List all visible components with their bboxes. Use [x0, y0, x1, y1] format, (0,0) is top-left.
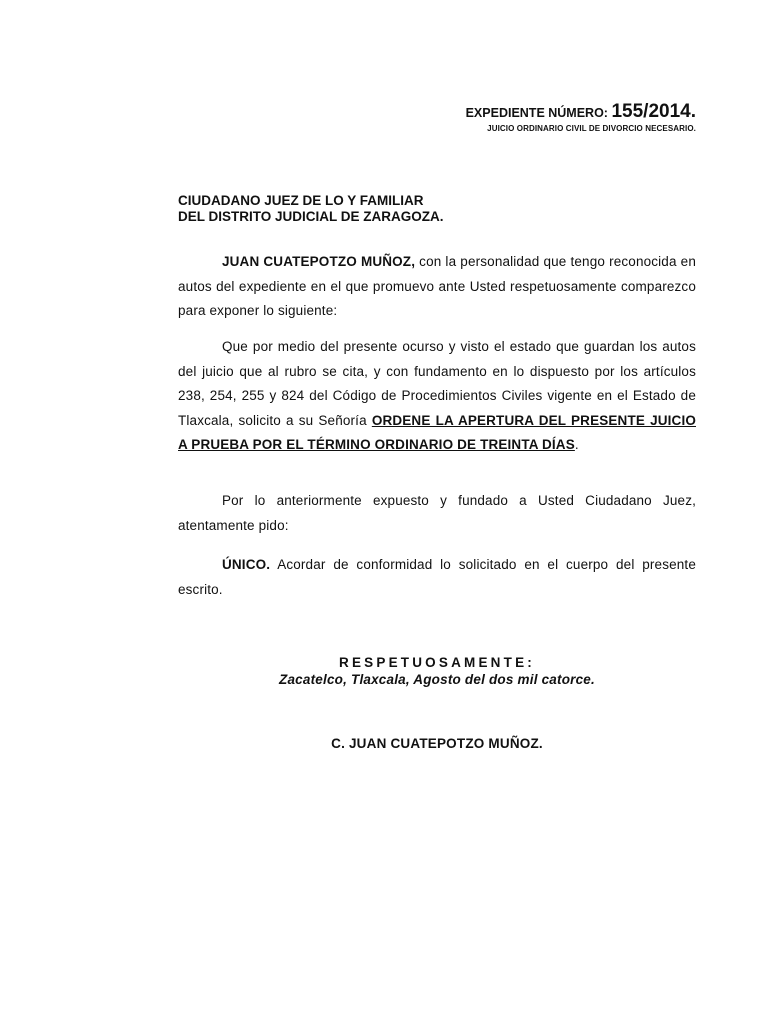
- expediente-line: [380, 101, 696, 123]
- addressee: [178, 193, 444, 225]
- paragraph-petition: [178, 489, 696, 538]
- unico-label: ÚNICO.: [222, 557, 271, 572]
- request-emphasis: ORDENE LA APERTURA DEL PRESENTE JUICIO A PRUEBA POR EL TÉRMINO ORDINARIO DE TREINTA DÍAS: [178, 412, 696, 452]
- paragraph-unico: [178, 553, 696, 602]
- paragraph-introduction: [178, 250, 696, 324]
- closing-salutation: RESPETUOSAMENTE:: [339, 655, 535, 670]
- paragraph-petition-text: Por lo anteriormente expuesto y fundado a Usted Ciudadano Juez, atentamente pido:: [178, 493, 696, 533]
- promovente-name: JUAN CUATEPOTZO MUÑOZ,: [222, 254, 416, 269]
- addressee-line-1: CIUDADANO JUEZ DE LO Y FAMILIAR: [178, 193, 424, 208]
- addressee-line-2: DEL DISTRITO JUDICIAL DE ZARAGOZA.: [178, 209, 444, 224]
- paragraph-request-text: Que por medio del presente ocurso y visto el estado que guardan los autos del juicio que al rubro se cita, y con fundamento en lo dispuesto por los artículos 238, 254, 255 y 824 del Código de Procedimientos Civiles vigente en el Estado de Tlaxcala, solicito a su Señoría: [178, 339, 696, 428]
- place-date: Zacatelco, Tlaxcala, Agosto del dos mil catorce.: [279, 672, 595, 687]
- paragraph-request: [178, 335, 696, 458]
- paragraph-unico-text: Acordar de conformidad lo solicitado en el cuerpo del presente escrito.: [178, 557, 696, 597]
- signature-name: C. JUAN CUATEPOTZO MUÑOZ.: [331, 736, 543, 751]
- case-type: JUICIO ORDINARIO CIVIL DE DIVORCIO NECESARIO.: [487, 124, 696, 133]
- expediente-number: 155/2014.: [611, 101, 696, 122]
- expediente-label: EXPEDIENTE NÚMERO:: [465, 106, 608, 120]
- paragraph-request-end: .: [574, 437, 579, 452]
- paragraph-introduction-text: con la personalidad que tengo reconocida en autos del expediente en el que promuevo ante Usted respetuosamente comparezco para exponer lo siguiente:: [178, 254, 696, 318]
